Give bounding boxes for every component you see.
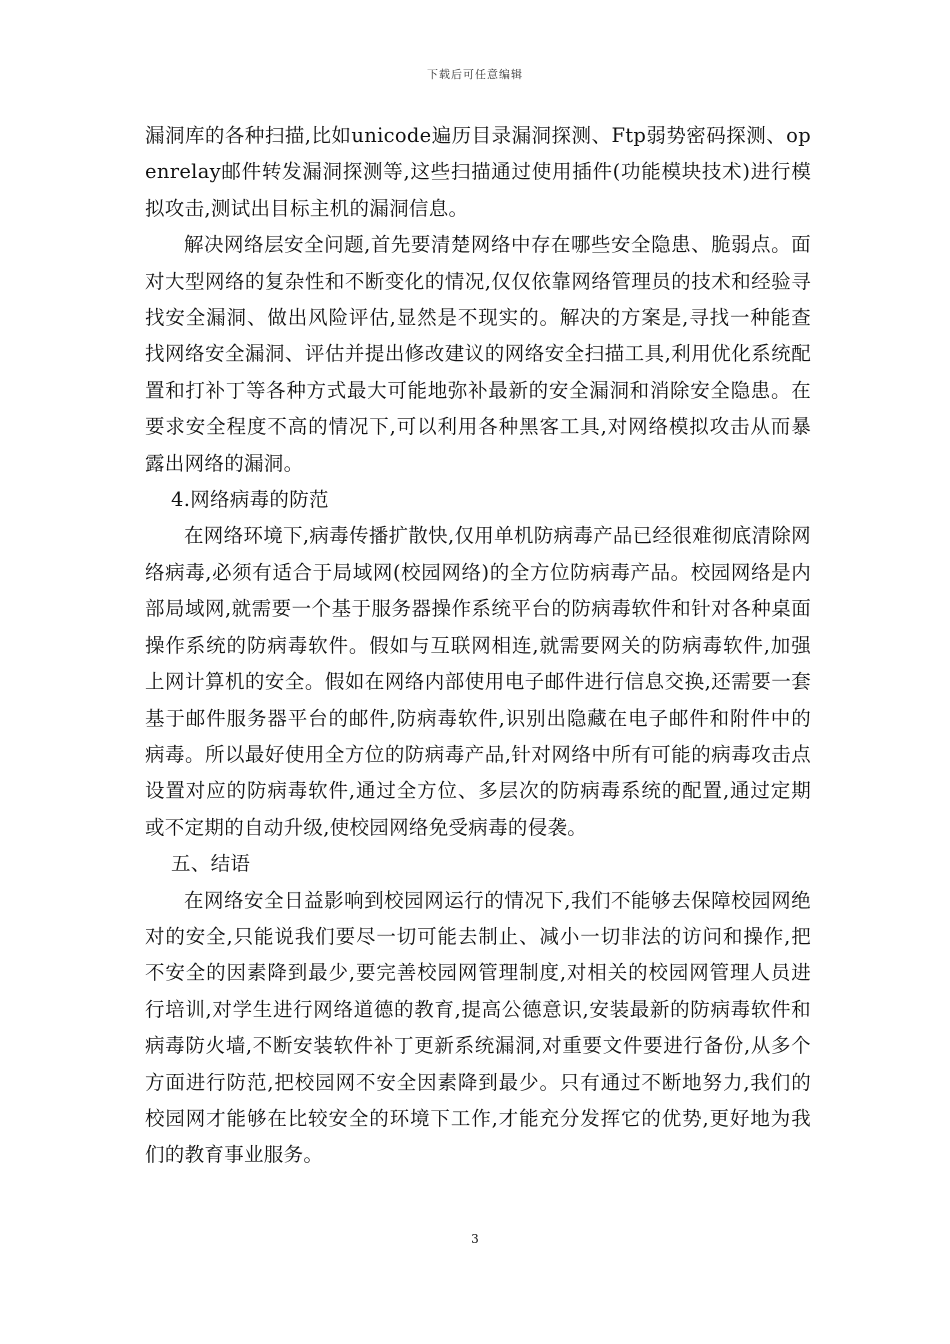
page-header: 下载后可任意编辑: [427, 68, 523, 81]
paragraph-network-layer-security: 解决网络层安全问题,首先要清楚网络中存在哪些安全隐患、脆弱点。面对大型网络的复杂性和不断变化的情况,仅仅依靠网络管理员的技术和经验寻找安全漏洞、做出风险评估,显然是不现实的。解决的方案是,寻找一种能查找网络安全漏洞、评估并提出修改建议的网络安全扫描工具,利用优化系统配置和打补丁等各种方式最大可能地弥补最新的安全漏洞和消除安全隐患。在要求安全程度不高的情况下,可以利用各种黑客工具,对网络模拟攻击从而暴露出网络的漏洞。: [145, 233, 811, 475]
paragraph-continuation: 漏洞库的各种扫描,比如unicode遍历目录漏洞探测、Ftp弱势密码探测、openrelay邮件转发漏洞探测等,这些扫描通过使用插件(功能模块技术)进行模拟攻击,测试出目标主机的漏洞信息。: [145, 124, 811, 220]
section-heading-conclusion: 五、结语: [171, 852, 251, 876]
page-number: 3: [471, 1232, 479, 1246]
document-body: [145, 118, 811, 1174]
section-heading-virus-prevention: 4.网络病毒的防范: [171, 488, 329, 512]
paragraph-virus-prevention: 在网络环境下,病毒传播扩散快,仅用单机防病毒产品已经很难彻底清除网络病毒,必须有适合于局域网(校园网络)的全方位防病毒产品。校园网络是内部局域网,就需要一个基于服务器操作系统平台的防病毒软件和针对各种桌面操作系统的防病毒软件。假如与互联网相连,就需要网关的防病毒软件,加强上网计算机的安全。假如在网络内部使用电子邮件进行信息交换,还需要一套基于邮件服务器平台的邮件,防病毒软件,识别出隐藏在电子邮件和附件中的病毒。所以最好使用全方位的防病毒产品,针对网络中所有可能的病毒攻击点设置对应的防病毒软件,通过全方位、多层次的防病毒系统的配置,通过定期或不定期的自动升级,使校园网络免受病毒的侵袭。: [145, 524, 811, 839]
paragraph-conclusion: 在网络安全日益影响到校园网运行的情况下,我们不能够去保障校园网绝对的安全,只能说我们要尽一切可能去制止、减小一切非法的访问和操作,把不安全的因素降到最少,要完善校园网管理制度,对相关的校园网管理人员进行培训,对学生进行网络道德的教育,提高公德意识,安装最新的防病毒软件和病毒防火墙,不断安装软件补丁更新系统漏洞,对重要文件要进行备份,从多个方面进行防范,把校园网不安全因素降到最少。只有通过不断地努力,我们的校园网才能够在比较安全的环境下工作,才能充分发挥它的优势,更好地为我们的教育事业服务。: [145, 888, 811, 1167]
